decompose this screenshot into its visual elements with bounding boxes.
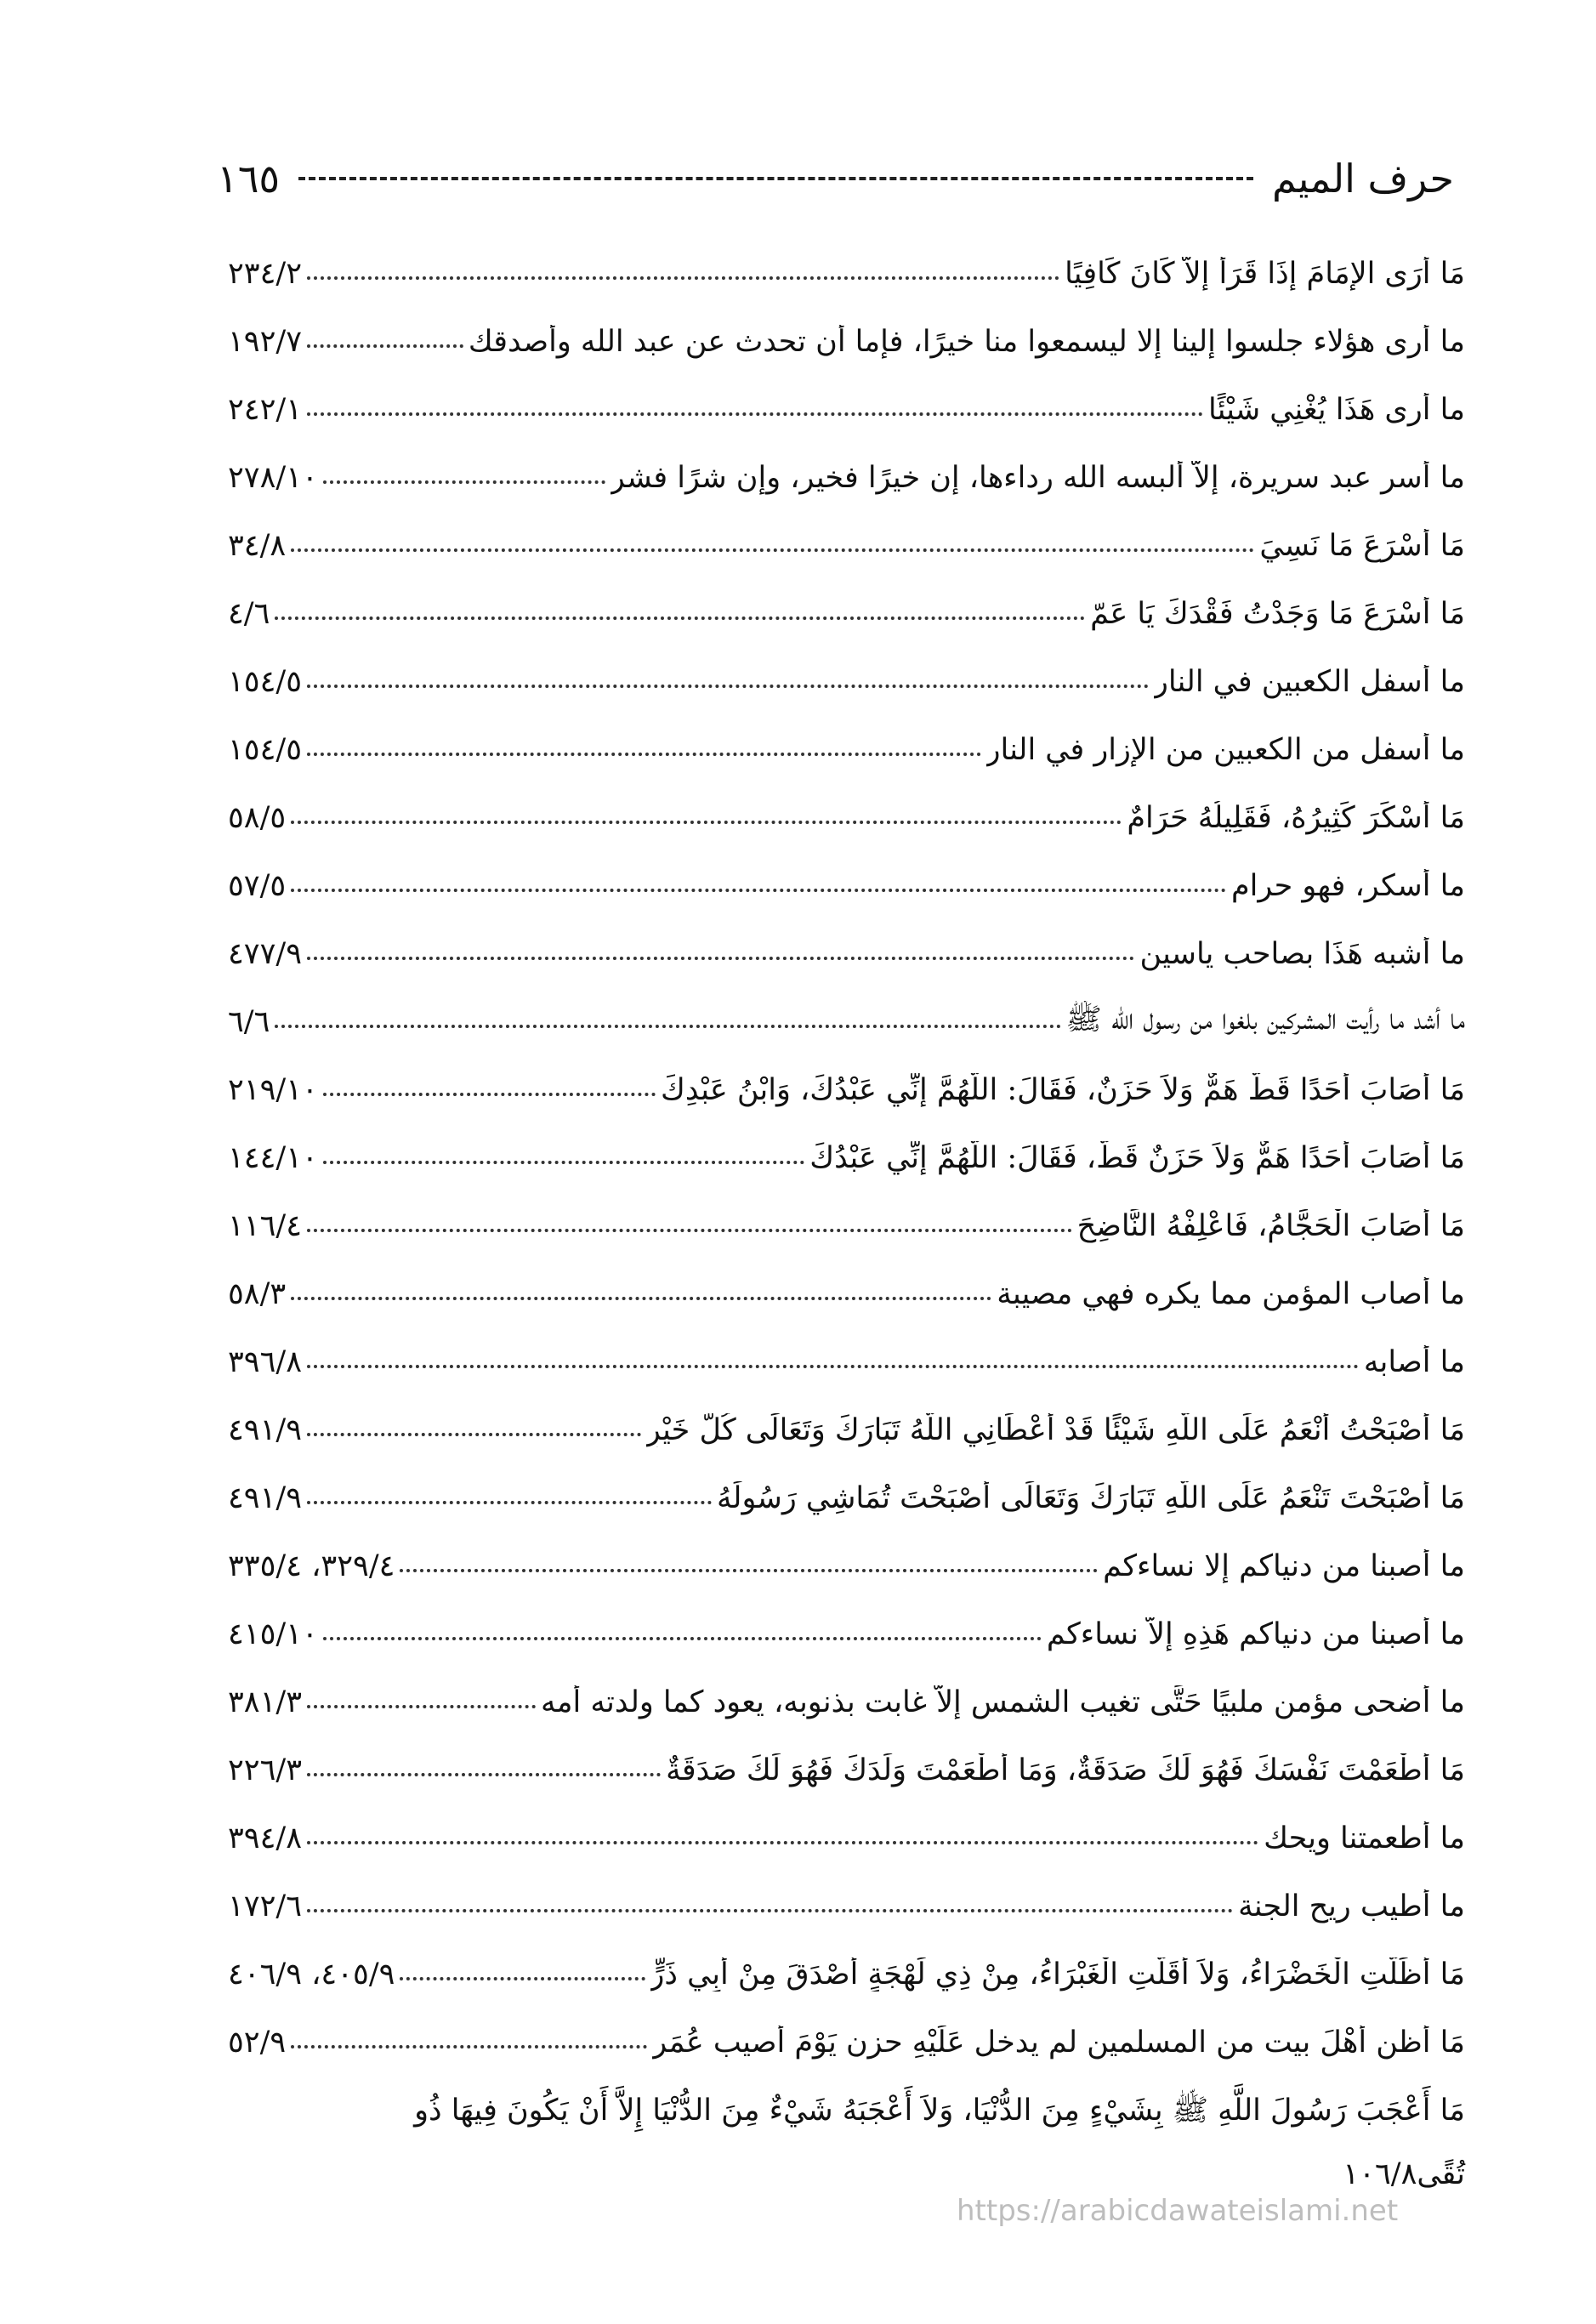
entry-text: ما أصبنا من دنياكم إلا نساءكم	[1103, 1549, 1465, 1583]
entry-text: مَا أظن أَهْلَ بيت من المسلمين لم يدخل عَلَيْهِ حزن يَوْمَ أُصيب عُمَر	[652, 2026, 1465, 2060]
entry-text: ما أشبه هَذَا بصاحب ياسين	[1139, 937, 1465, 971]
index-entry	[228, 376, 1465, 444]
entry-reference: ٣٩٤/٨	[228, 1821, 302, 1855]
entry-text: ما أرى هؤلاء جلسوا إلينا إلا ليسمعوا منا خيرًا، فإما أن تحدث عن عبد الله وأصدقك	[468, 325, 1465, 359]
dot-leader	[323, 480, 605, 484]
entry-text: ما أضحى مؤمن ملبيًا حَتَّى تغيب الشمس إلاَّ غابت بذنوبه، يعود كما ولدته أمه	[540, 1685, 1465, 1719]
index-entries	[228, 240, 1465, 2204]
dot-leader	[307, 344, 463, 348]
dot-leader	[307, 276, 1059, 280]
entry-reference: ٤/٦	[228, 597, 270, 631]
index-entry	[228, 1056, 1465, 1124]
dot-leader	[275, 617, 1085, 620]
index-entry	[228, 1668, 1465, 1736]
entry-reference: ٣٩٦/٨	[228, 1345, 302, 1379]
entry-reference: ٤١٥/١٠	[228, 1617, 318, 1651]
dot-leader	[307, 753, 981, 756]
dot-leader	[307, 1365, 1359, 1368]
index-entry	[228, 1396, 1465, 1464]
entry-text: مَا أَصَابَ أَحَدًا قَطُّ هَمٌّ وَلاَ حَزَنٌ، فَقَالَ: اللَّهُمَّ إِنِّي عَبْدُكَ، وَابْنُ عَبْدِكَ	[661, 1073, 1465, 1107]
index-entry	[228, 512, 1465, 580]
dot-leader	[291, 889, 1226, 892]
dot-leader	[275, 1025, 1060, 1028]
chapter-title: حرف الميم	[1271, 156, 1454, 202]
dot-leader	[323, 1093, 656, 1096]
entry-text: مَا أَسْرَعَ مَا وَجَدْتُ فَقْدَكَ يَا عَمّ	[1090, 597, 1465, 631]
entry-reference: ١٠٦/٨	[1343, 2157, 1417, 2191]
index-entry	[228, 852, 1465, 920]
index-entry	[228, 1940, 1465, 2009]
page-number: ١٦٥	[217, 156, 281, 202]
index-entry	[228, 1328, 1465, 1396]
entry-reference: ٤٩١/٩	[228, 1413, 302, 1447]
entry-reference: ٤٠٥/٩، ٤٠٦/٩	[228, 1958, 395, 1992]
entry-reference: ٢٧٨/١٠	[228, 461, 318, 495]
index-entry	[228, 1260, 1465, 1328]
entry-reference: ٣٨١/٣	[228, 1685, 302, 1719]
entry-reference: ١٧٢/٦	[228, 1889, 302, 1923]
entry-reference: ٥٨/٥	[228, 801, 287, 835]
dot-leader	[307, 412, 1203, 416]
entry-text: ما أطيب ريح الجنة	[1238, 1889, 1465, 1923]
index-entry	[228, 444, 1465, 512]
index-entry	[228, 308, 1465, 376]
dot-leader	[307, 1841, 1258, 1844]
dot-leader	[307, 1229, 1072, 1232]
index-entry	[228, 784, 1465, 852]
entry-text: مَا أَعْجَبَ رَسُولَ اللَّهِ ﷺ بِشَيْءٍ مِنَ الدُّنْيَا، وَلاَ أَعْجَبَهُ شَيْءٌ مِنَ الدُّنْيَا إِلاَّ أَنْ يَكُونَ فِيهَا ذُو	[414, 2094, 1465, 2128]
entry-text: ما أسفل الكعبين في النار	[1154, 665, 1465, 699]
entry-text: مَا أَصْبَحْتَ تَنْعَمُ عَلَى اللَّهِ تَبَارَكَ وَتَعَالَى أَصْبَحْتَ تُمَاشِي رَسُولَهُ	[717, 1481, 1465, 1515]
entry-text: ما أصاب المؤمن مما يكره فهي مصيبة	[997, 1277, 1465, 1311]
entry-text: مَا أَطْعَمْتَ نَفْسَكَ فَهُوَ لَكَ صَدَقَةٌ، وَمَا أَطْعَمْتَ وَلَدَكَ فَهُوَ لَكَ صَدَقَةٌ	[666, 1753, 1465, 1787]
dot-leader	[307, 1773, 661, 1776]
entry-text-continued: تُقًى	[1417, 2157, 1465, 2191]
entry-reference: ١٩٢/٧	[228, 325, 302, 359]
entry-reference: ١٥٤/٥	[228, 733, 302, 767]
index-entry	[228, 240, 1465, 308]
dot-leader	[323, 1161, 804, 1164]
entry-reference: ١٥٤/٥	[228, 665, 302, 699]
dot-leader	[307, 957, 1134, 960]
entry-text: مَا أَصَابَ أَحَدًا هَمٌّ وَلاَ حَزَنٌ قَطُّ، فَقَالَ: اللَّهُمَّ إِنِّي عَبْدُكَ	[809, 1141, 1465, 1175]
index-entry	[228, 1600, 1465, 1668]
entry-text: مَا أَسْرَعَ مَا نَسِيَ	[1259, 529, 1465, 563]
index-entry	[228, 1872, 1465, 1940]
index-entry	[228, 1464, 1465, 1532]
entry-reference: ٢٢٦/٣	[228, 1753, 302, 1787]
entry-reference: ٥٧/٥	[228, 869, 287, 903]
index-entry	[228, 988, 1465, 1056]
index-entry	[228, 1532, 1465, 1600]
dot-leader	[400, 1977, 645, 1980]
entry-reference: ٥٨/٣	[228, 1277, 287, 1311]
entry-text: ما أصبنا من دنياكم هَذِهِ إلاَّ نساءكم	[1046, 1617, 1465, 1651]
entry-text: مَا أَرَى الإِمَامَ إِذَا قَرَأَ إِلاَّ كَانَ كَافِيًا	[1065, 257, 1465, 291]
dot-leader	[291, 821, 1122, 824]
index-entry	[228, 2009, 1465, 2077]
entry-reference: ٢٣٤/٢	[228, 257, 302, 291]
dot-leader	[307, 1433, 641, 1436]
entry-text: مَا أَسْكَرَ كَثِيرُهُ، فَقَلِيلُهُ حَرَامٌ	[1127, 801, 1465, 835]
dot-leader	[291, 2045, 647, 2048]
dot-leader	[307, 685, 1149, 688]
entry-text: ما أطعمتنا ويحك	[1264, 1821, 1465, 1855]
dot-leader	[291, 548, 1254, 552]
dot-leader	[323, 1637, 1042, 1640]
index-entry	[228, 716, 1465, 784]
index-entry	[228, 648, 1465, 716]
index-entry	[228, 1124, 1465, 1192]
index-entry	[228, 920, 1465, 988]
entry-reference: ٥٢/٩	[228, 2026, 287, 2060]
entry-reference: ٢٤٢/١	[228, 393, 302, 427]
entry-text: ما أرى هَذَا يُغْنِي شَيْئًا	[1208, 393, 1465, 427]
entry-reference: ٤٩١/٩	[228, 1481, 302, 1515]
index-entry	[228, 1192, 1465, 1260]
entry-text: ما أصابه	[1363, 1345, 1465, 1379]
entry-text: ما أسكر، فهو حرام	[1230, 869, 1465, 903]
entry-reference: ١١٦/٤	[228, 1209, 302, 1243]
entry-reference: ٤٧٧/٩	[228, 937, 302, 971]
dot-leader	[307, 1909, 1233, 1912]
dot-leader	[291, 1297, 991, 1300]
entry-text: ما أسر عبد سريرة، إلاَّ ألبسه الله رداءها، إن خيرًا فخير، وإن شرًا فشر	[610, 461, 1465, 495]
index-entry-multiline	[228, 2077, 1465, 2204]
entry-reference: ٣٤/٨	[228, 529, 287, 563]
entry-reference: ٢١٩/١٠	[228, 1073, 318, 1107]
header-rule	[298, 177, 1253, 180]
entry-text: ما أشد ما رأيت المشركين بلغوا من رسول الله ﷺ	[1065, 1002, 1465, 1037]
dot-leader	[307, 1705, 536, 1708]
watermark-url: https://arabicdawateislami.net	[957, 2194, 1399, 2228]
entry-text: ما أسفل من الكعبين من الإزار في النار	[985, 733, 1465, 767]
dot-leader	[400, 1569, 1098, 1572]
index-entry	[228, 1736, 1465, 1804]
entry-text: مَا أَظَلَّتِ الْخَضْرَاءُ، وَلاَ أَقَلَّتِ الْغَبْرَاءُ، مِنْ ذِي لَهْجَةٍ أَصْدَقَ مِنْ أَبِي ذَرٍّ	[650, 1958, 1465, 1992]
index-entry	[228, 580, 1465, 648]
entry-text: مَا أَصَابَ الْحَجَّامُ، فَاعْلِفْهُ النَّاضِحَ	[1076, 1209, 1465, 1243]
page-header	[217, 145, 1454, 213]
dot-leader	[307, 1501, 712, 1504]
index-entry	[228, 1804, 1465, 1872]
entry-reference: ١٤٤/١٠	[228, 1141, 318, 1175]
entry-text: مَا أَصْبَحْتُ أَنْعَمُ عَلَى اللَّهِ شَيْئًا قَدْ أَعْطَانِي اللَّهُ تَبَارَكَ وَتَعَالَى كُلَّ خَيْرٍ	[645, 1413, 1465, 1447]
entry-reference: ٦/٦	[228, 1005, 270, 1039]
entry-reference: ٣٢٩/٤، ٣٣٥/٤	[228, 1549, 395, 1583]
